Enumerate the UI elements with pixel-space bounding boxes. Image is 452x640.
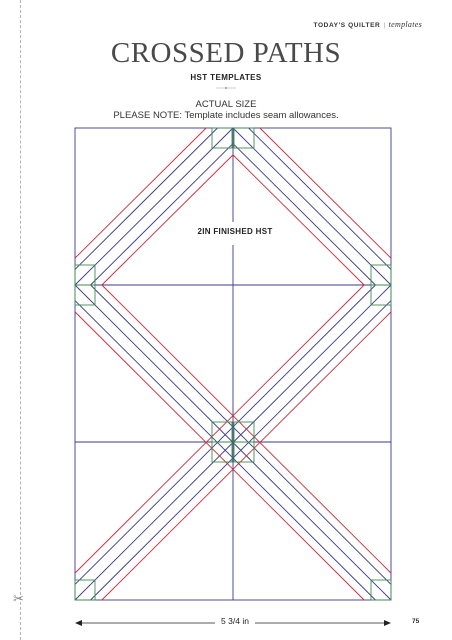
page-title: CROSSED PATHS [110, 37, 342, 69]
cut-line-top-left-outer [75, 128, 206, 258]
seam-line-top-right-outer [249, 128, 391, 269]
magazine-name: TODAY'S QUILTER [313, 22, 381, 29]
hst-size-text: 2IN FINISHED HST [193, 225, 276, 238]
diamond-edge-top-right [233, 128, 391, 285]
scissors-icon: ✂ [13, 591, 24, 606]
measurement-text: 5 3/4 in [215, 616, 255, 626]
diamond-edge-top-left [75, 128, 233, 285]
seam-allowance-note: PLEASE NOTE: Template includes seam allowances. [113, 110, 339, 121]
cut-line-top-left-inner [102, 155, 233, 285]
measurement-label [0, 616, 452, 626]
cut-line-top-right-outer [260, 128, 391, 258]
page-number: 75 [412, 618, 420, 625]
seam-line-top-right-inner [233, 144, 375, 285]
header-separator: | [383, 22, 386, 29]
page-subtitle: HST TEMPLATES [190, 73, 262, 82]
seam-line-top-left-inner [91, 144, 233, 285]
actual-size-label: ACTUAL SIZE [195, 99, 257, 110]
cut-line-top-right-inner [233, 155, 364, 285]
hst-size-label [0, 227, 452, 236]
seam-line-top-left-outer [75, 128, 217, 269]
section-name: templates [388, 20, 422, 29]
template-outline [75, 128, 391, 600]
